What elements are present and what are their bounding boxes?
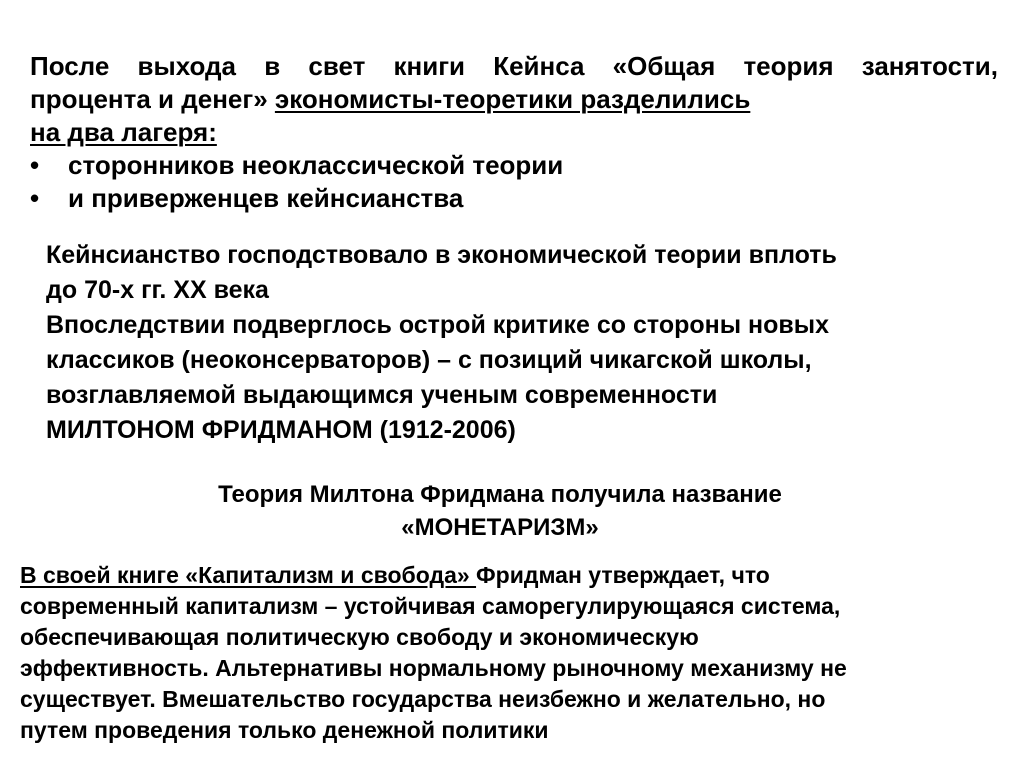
friedman-book-line: эффективность. Альтернативы нормальному рыночному механизму не <box>20 655 847 681</box>
intro-line-2-underlined: экономисты-теоретики разделились <box>274 84 751 114</box>
intro-line-3-underlined: на два лагеря: <box>30 117 217 147</box>
keynesianism-line: Впоследствии подверглось острой критике со стороны новых <box>46 311 830 339</box>
book-title-underlined: В своей книге «Капитализм и свобода» <box>20 562 477 588</box>
bullet-item <box>30 149 998 182</box>
friedman-book-line: существует. Вмешательство государства неизбежно и желательно, но <box>20 686 826 712</box>
bullet-icon: • <box>30 183 40 213</box>
intro-line-2-plain: процента и денег» <box>30 84 268 114</box>
keynesianism-line: Кейнсианство господствовало в экономической теории вплоть <box>46 241 837 269</box>
keynesianism-line: до 70-х гг. XX века <box>46 276 269 304</box>
keynesianism-line: МИЛТОНОМ ФРИДМАНОМ (1912-2006) <box>46 416 516 444</box>
friedman-book-line-1-rest: Фридман утверждает, что <box>476 562 770 588</box>
friedman-book-line: современный капитализм – устойчивая саморегулирующаяся система, <box>20 593 841 619</box>
keynesianism-line: классиков (неоконсерваторов) – с позиций чикагской школы, <box>46 346 812 374</box>
keynesianism-block <box>46 238 966 448</box>
intro-line-2 <box>30 83 998 116</box>
monetarism-line-1: Теория Милтона Фридмана получила название <box>218 481 782 508</box>
bullet-icon: • <box>30 150 40 180</box>
monetarism-heading <box>0 478 1000 544</box>
friedman-book-line: путем проведения только денежной политики <box>20 717 549 743</box>
bullet-item <box>30 182 998 215</box>
friedman-book-line-1 <box>20 560 980 591</box>
intro-block <box>30 50 998 215</box>
bullet-text: сторонников неоклассической теории <box>68 150 564 180</box>
bullet-text: и приверженцев кейнсианства <box>68 183 464 213</box>
friedman-book-line: обеспечивающая политическую свободу и экономическую <box>20 624 699 650</box>
intro-line-3 <box>30 116 998 149</box>
intro-line-1: После выхода в свет книги Кейнса «Общая теория занятости, <box>30 51 998 81</box>
friedman-book-block <box>20 560 980 746</box>
keynesianism-line: возглавляемой выдающимся ученым современности <box>46 381 718 409</box>
monetarism-line-2: «МОНЕТАРИЗМ» <box>401 514 599 541</box>
